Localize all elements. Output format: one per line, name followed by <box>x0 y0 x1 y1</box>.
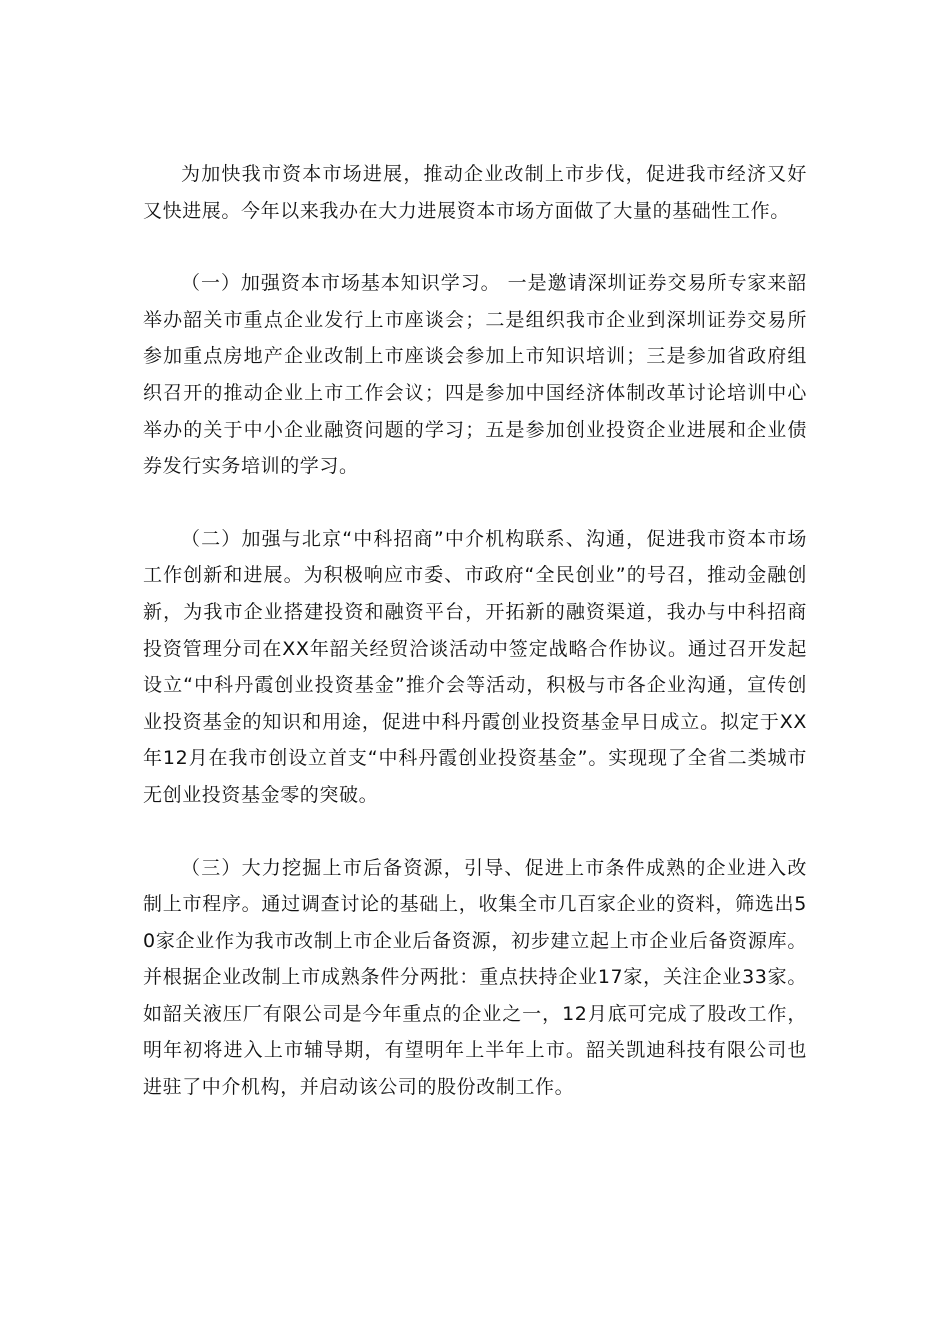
paragraph-section-3: （三）大力挖掘上市后备资源，引导、促进上市条件成熟的企业进入改制上市程序。通过调查讨论的基础上，收集全市几百家企业的资料，筛选出50家企业作为我市改制上市企业后备资源，初步建立起上市企业后备资源库。并根据企业改制上市成熟条件分两批：重点扶持企业17家，关注企业33家。如韶关液压厂有限公司是今年重点的企业之一，12月底可完成了股改工作，明年初将进入上市辅导期，有望明年上半年上市。韶关凯迪科技有限公司也进驻了中介机构，并启动该公司的股份改制工作。 <box>143 856 807 1099</box>
paragraph-section-2: （二）加强与北京“中科招商”中介机构联系、沟通，促进我市资本市场工作创新和进展。为积极响应市委、市政府“全民创业”的号召，推动金融创新，为我市企业搭建投资和融资平台，开拓新的融资渠道，我办与中科招商投资管理分司在XX年韶关经贸洽谈活动中签定战略合作协议。通过召开发起设立“中科丹霞创业投资基金”推介会等活动，积极与市各企业沟通，宣传创业投资基金的知识和用途，促进中科丹霞创业投资基金早日成立。拟定于XX年12月在我市创设立首支“中科丹霞创业投资基金”。实现现了全省二类城市无创业投资基金零的突破。 <box>143 527 807 806</box>
paragraph-intro: 为加快我市资本市场进展，推动企业改制上市步伐，促进我市经济又好又快进展。今年以来我办在大力进展资本市场方面做了大量的基础性工作。 <box>143 163 807 222</box>
paragraph-section-1: （一）加强资本市场基本知识学习。 一是邀请深圳证券交易所专家来韶举办韶关市重点企业发行上市座谈会；二是组织我市企业到深圳证券交易所参加重点房地产企业改制上市座谈会参加上市知识培训；三是参加省政府组织召开的推动企业上市工作会议；四是参加中国经济体制改革讨论培训中心举办的关于中小企业融资问题的学习；五是参加创业投资企业进展和企业债券发行实务培训的学习。 <box>143 272 807 478</box>
document-body <box>143 156 807 1106</box>
